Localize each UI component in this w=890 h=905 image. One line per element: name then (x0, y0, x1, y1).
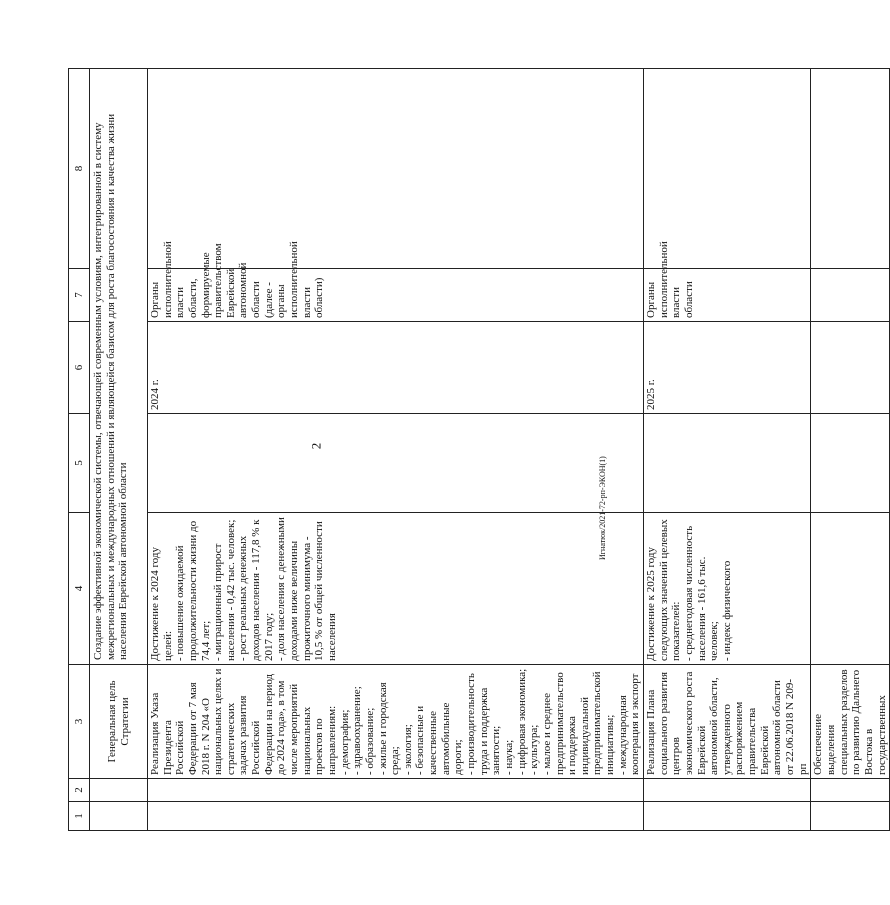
deadline-cell (811, 322, 890, 414)
table-cell (643, 802, 810, 831)
strategy-table (68, 68, 890, 831)
goal-row (90, 69, 148, 831)
responsible-cell: Органы исполнительной власти области (643, 269, 810, 322)
column-header: 8 (69, 69, 90, 269)
table-cell (811, 414, 890, 513)
table-row (643, 69, 810, 831)
table-cell (643, 69, 810, 269)
page-number: 2 (308, 442, 324, 450)
column-header: 3 (69, 665, 90, 779)
header-row (69, 69, 90, 831)
measure-cell: Реализация Указа Президента Российской Федерации от 7 мая 2018 г. N 204 «О национальных целях и стратегических задачах развития Российской Федерации на период до 2024 года», в том числе мероприятий национальных проектов по направлениям: - демография; - здравоохранение; - образование; - жилье и городская среда; - экология; - безопасные и качественные автомобильные дороги; - производительность труда и поддержка занятости; - наука; - цифровая экономика; - культура; - малое и среднее предпринимательство и поддержка индивидуальной предпринимательской инициативы; - международная кооперация и экспорт (148, 665, 644, 779)
result-cell (811, 513, 890, 665)
table-cell (811, 802, 890, 831)
table-cell (148, 69, 644, 269)
goal-label: Генеральная цель Стратегии (90, 665, 148, 779)
column-header: 1 (69, 802, 90, 831)
responsible-cell: Органы исполнительной власти области, формируемые правительством Еврейской автономной области (далее - органы исполнительной власти области) (148, 269, 644, 322)
table-cell (811, 779, 890, 802)
column-header: 2 (69, 779, 90, 802)
column-header: 5 (69, 414, 90, 513)
table-cell (148, 779, 644, 802)
table-cell (90, 779, 148, 802)
column-header: 6 (69, 322, 90, 414)
measure-cell: Реализация Плана социального развития центров экономического роста Еврейской автономной области, утвержденного распоряжением правительства Еврейской автономной области от 22.06.2018 N 209-рп (643, 665, 810, 779)
column-header: 7 (69, 269, 90, 322)
responsible-cell (811, 269, 890, 322)
table-row (148, 69, 644, 831)
footer-document-id: Игнатюк/2021-72-рп-ЭКОН(1) (598, 456, 607, 560)
deadline-cell: 2025 г. (643, 322, 810, 414)
table-cell (811, 69, 890, 269)
result-cell: Достижение к 2025 году следующих значений целевых показателей: - среднегодовая численность населения - 161,6 тыс. человек; - индекс физического (643, 513, 810, 665)
table-cell (148, 414, 644, 513)
column-header: 4 (69, 513, 90, 665)
table-cell (643, 779, 810, 802)
table-cell (148, 802, 644, 831)
measure-cell: Обеспечение выделения специальных разделов по развитию Дальнего Востока в государственных (811, 665, 890, 779)
deadline-cell: 2024 г. (148, 322, 644, 414)
table-cell (643, 414, 810, 513)
table-cell (90, 802, 148, 831)
result-cell: Достижение к 2024 году целей: - повышение ожидаемой продолжительности жизни до 74,4 лет; - миграционный прирост населения - 0,42 тыс. человек; - рост реальных денежных доходов населения - 117,8 % к 2017 году; - доля населения с денежными доходами ниже величины прожиточного минимума - 10,5 % от общей численности населения (148, 513, 644, 665)
goal-text: Создание эффективной экономической системы, отвечающей современным условиям, интегрированной в систему межрегиональных и международных отношений и являющейся базисом для роста благосостояния и качества жизни населения Еврейской автономной области (90, 69, 148, 665)
table-row (811, 69, 890, 831)
